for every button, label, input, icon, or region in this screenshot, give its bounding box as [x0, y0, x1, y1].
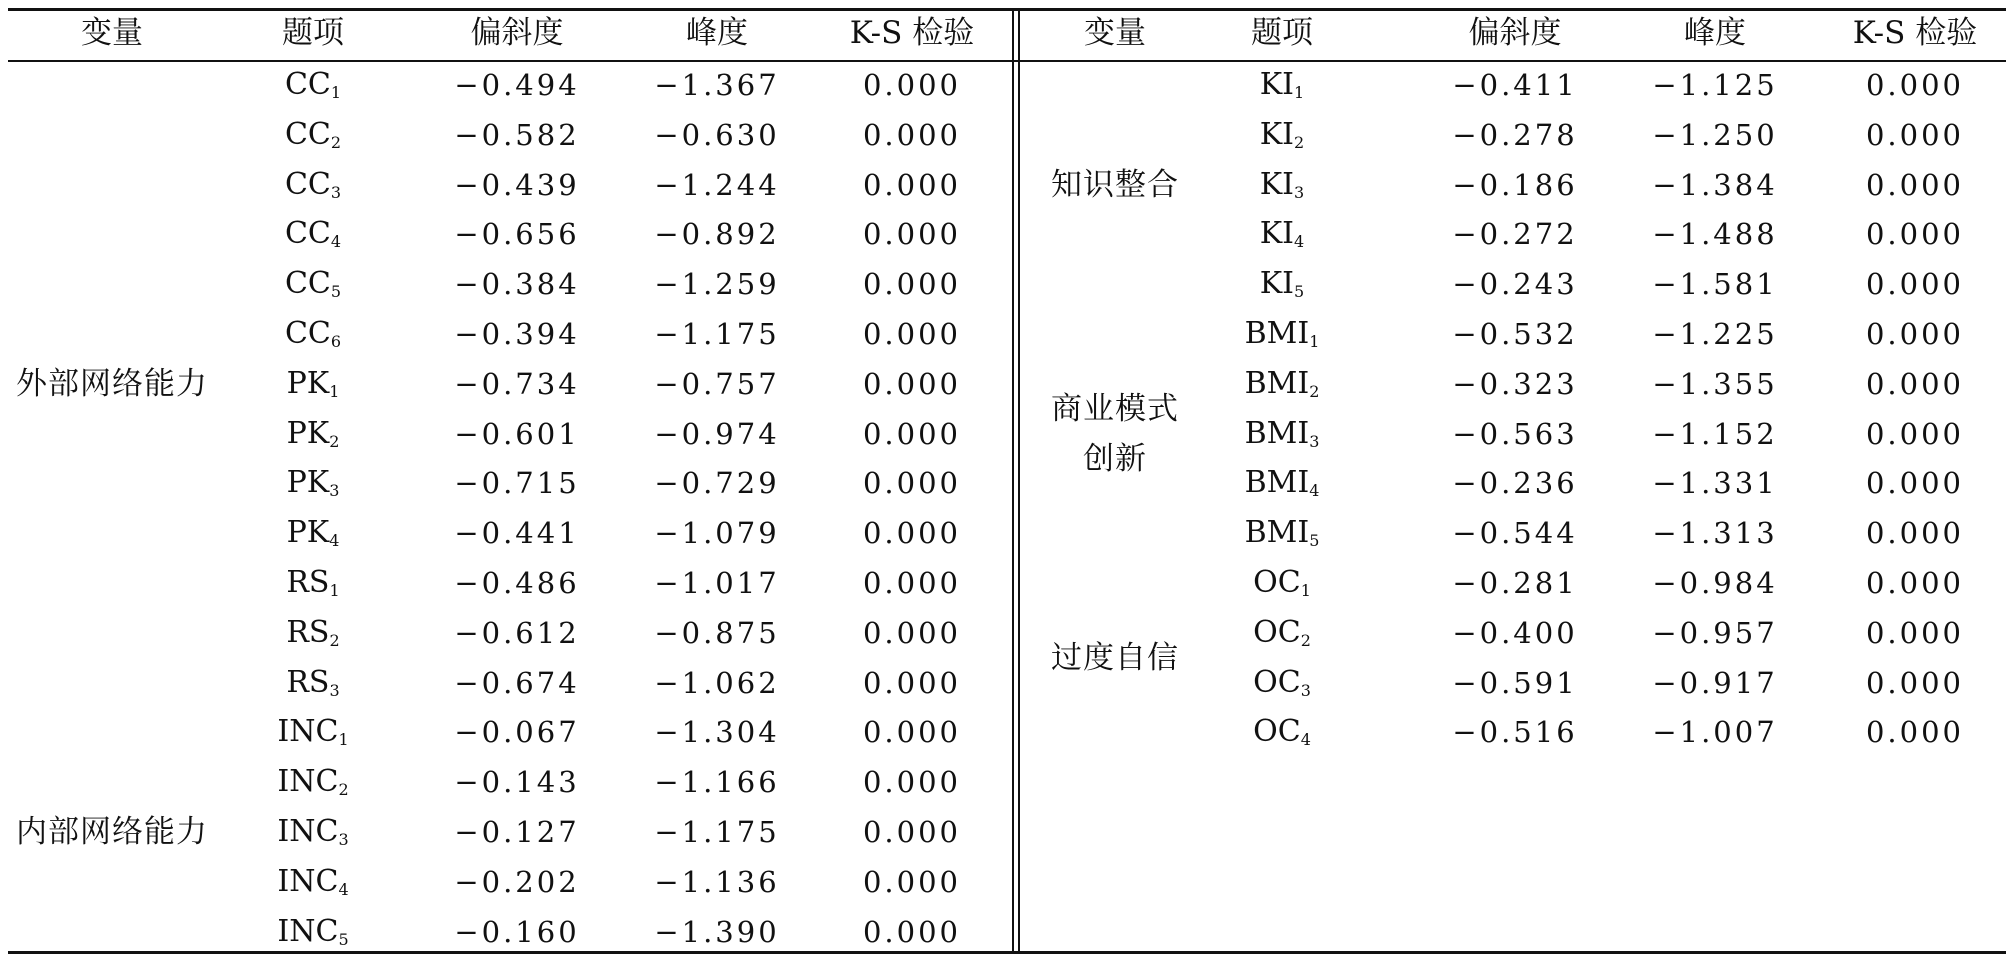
item-base: BMI	[1244, 316, 1310, 351]
item-code	[285, 60, 341, 110]
column-header: 偏斜度	[470, 15, 564, 51]
skewness-value: −0.384	[454, 267, 580, 302]
item-base: CC	[284, 316, 331, 351]
kurtosis-value: −0.892	[654, 217, 780, 252]
item-subscript: 1	[330, 83, 342, 102]
item-code	[286, 558, 339, 608]
item-code	[1260, 259, 1304, 309]
item-code	[277, 707, 348, 757]
item-base: CC	[284, 266, 331, 302]
skewness-value: −0.486	[454, 566, 580, 600]
skewness-value: −0.236	[1452, 466, 1578, 501]
kurtosis-value: −1.304	[654, 715, 780, 750]
item-base: KI	[1259, 116, 1295, 152]
item-subscript: 3	[1309, 431, 1320, 451]
item-subscript: 5	[1294, 282, 1305, 302]
kurtosis-value: −0.974	[654, 416, 780, 451]
column-header: 题项	[282, 15, 344, 51]
kurtosis-value: −0.630	[654, 117, 780, 152]
ks-value: 0.000	[1865, 366, 1965, 401]
skewness-value: −0.400	[1452, 615, 1578, 650]
kurtosis-value: −1.313	[1652, 516, 1778, 551]
kurtosis-value: −1.384	[1652, 167, 1778, 202]
item-base: CC	[284, 67, 331, 102]
skewness-value: −0.186	[1452, 167, 1578, 202]
skewness-value: −0.278	[1452, 117, 1578, 152]
item-base: PK	[286, 365, 330, 401]
skewness-value: −0.441	[454, 516, 580, 551]
skewness-value: −0.582	[454, 117, 580, 152]
ks-value: 0.000	[1865, 317, 1965, 351]
item-code	[277, 857, 348, 907]
skewness-value: −0.612	[454, 615, 580, 650]
ks-value: 0.000	[862, 416, 962, 451]
item-code	[285, 309, 341, 359]
skewness-value: −0.411	[1452, 68, 1578, 102]
column-divider	[1018, 10, 1020, 952]
item-subscript: 1	[329, 581, 340, 600]
item-base: KI	[1259, 266, 1295, 302]
kurtosis-value: −1.259	[654, 267, 780, 302]
ks-value: 0.000	[862, 117, 962, 152]
item-code	[285, 209, 341, 259]
column-header: K-S 检验	[1852, 15, 1978, 51]
kurtosis-value: −1.331	[1652, 466, 1778, 501]
ks-value: 0.000	[862, 665, 962, 700]
item-base: KI	[1259, 216, 1295, 252]
skewness-value: −0.601	[454, 416, 580, 451]
item-subscript: 4	[1309, 481, 1320, 501]
item-base: INC	[277, 913, 339, 949]
item-code	[277, 807, 348, 857]
ks-value: 0.000	[862, 715, 962, 750]
item-code	[1253, 658, 1311, 708]
variable-label-line: 过度自信	[1051, 639, 1179, 676]
skewness-value: −0.532	[1452, 317, 1578, 351]
item-subscript: 3	[329, 680, 340, 700]
item-code	[286, 608, 339, 658]
skewness-value: −0.591	[1452, 665, 1578, 700]
item-subscript: 1	[1300, 581, 1311, 600]
ks-value: 0.000	[862, 516, 962, 551]
kurtosis-value: −1.136	[654, 864, 780, 899]
skewness-value: −0.394	[454, 317, 580, 351]
item-code	[287, 458, 340, 508]
item-code	[287, 409, 340, 459]
item-subscript: 5	[330, 282, 342, 302]
item-base: BMI	[1244, 415, 1310, 451]
ks-value: 0.000	[1865, 117, 1965, 152]
kurtosis-value: −1.062	[654, 665, 780, 700]
item-subscript: 2	[1294, 132, 1305, 152]
kurtosis-value: −1.007	[1652, 715, 1778, 750]
item-subscript: 1	[338, 730, 349, 750]
item-subscript: 2	[329, 431, 340, 451]
item-subscript: 3	[1294, 182, 1305, 202]
ks-value: 0.000	[1865, 416, 1965, 451]
column-header: 变量	[1084, 15, 1146, 51]
item-subscript: 2	[330, 132, 342, 152]
item-base: RS	[286, 664, 330, 700]
item-base: INC	[277, 863, 339, 899]
skewness-value: −0.323	[1452, 366, 1578, 401]
kurtosis-value: −0.757	[654, 366, 780, 401]
item-subscript: 5	[338, 929, 349, 949]
item-subscript: 5	[1309, 531, 1320, 551]
item-subscript: 1	[329, 381, 340, 401]
kurtosis-value: −1.244	[654, 167, 780, 202]
kurtosis-value: −1.488	[1652, 217, 1778, 252]
item-subscript: 4	[329, 531, 340, 551]
ks-value: 0.000	[862, 167, 962, 202]
item-code	[277, 907, 348, 957]
column-header: 变量	[81, 15, 143, 51]
ks-value: 0.000	[862, 566, 962, 600]
kurtosis-value: −1.175	[654, 815, 780, 849]
ks-value: 0.000	[1865, 466, 1965, 501]
ks-value: 0.000	[862, 466, 962, 501]
skewness-value: −0.243	[1452, 267, 1578, 302]
ks-value: 0.000	[1865, 516, 1965, 551]
skewness-value: −0.160	[454, 914, 580, 949]
item-code	[1260, 110, 1304, 160]
variable-label-line: 创新	[1083, 440, 1147, 477]
item-code	[1245, 359, 1320, 409]
item-code	[1253, 608, 1311, 658]
item-subscript: 1	[1309, 332, 1320, 351]
kurtosis-value: −0.875	[654, 615, 780, 650]
item-base: INC	[277, 714, 339, 750]
variable-label	[1051, 160, 1179, 210]
variable-label-line: 知识整合	[1051, 166, 1179, 203]
item-base: BMI	[1244, 515, 1310, 551]
skewness-value: −0.439	[454, 167, 580, 202]
ks-value: 0.000	[1865, 615, 1965, 650]
item-code	[1260, 60, 1304, 110]
ks-value: 0.000	[1865, 217, 1965, 252]
ks-value: 0.000	[1865, 715, 1965, 750]
kurtosis-value: −1.390	[654, 914, 780, 949]
kurtosis-value: −0.917	[1652, 665, 1778, 700]
item-code	[1245, 409, 1320, 459]
item-base: BMI	[1244, 465, 1310, 501]
column-header: 峰度	[686, 15, 748, 51]
kurtosis-value: −1.367	[654, 68, 780, 102]
item-code	[1245, 458, 1320, 508]
kurtosis-value: −1.175	[654, 317, 780, 351]
column-header: 峰度	[1684, 15, 1746, 51]
ks-value: 0.000	[1865, 167, 1965, 202]
skewness-value: −0.563	[1452, 416, 1578, 451]
variable-label-line: 商业模式	[1051, 390, 1179, 427]
item-code	[286, 658, 339, 708]
kurtosis-value: −1.152	[1652, 416, 1778, 451]
variable-label: 外部网络能力	[16, 365, 208, 402]
item-base: RS	[286, 614, 330, 650]
item-base: KI	[1259, 166, 1295, 202]
ks-value: 0.000	[862, 267, 962, 302]
variable-label: 内部网络能力	[16, 813, 208, 850]
item-base: INC	[277, 764, 339, 800]
item-base: PK	[286, 515, 330, 551]
item-subscript: 2	[338, 780, 349, 800]
item-code	[285, 160, 341, 210]
kurtosis-value: −1.166	[654, 765, 780, 800]
skewness-value: −0.494	[454, 68, 580, 102]
ks-value: 0.000	[862, 68, 962, 102]
kurtosis-value: −0.957	[1652, 615, 1778, 650]
skewness-value: −0.734	[454, 366, 580, 401]
item-code	[1260, 160, 1304, 210]
ks-value: 0.000	[1865, 267, 1965, 302]
ks-value: 0.000	[1865, 566, 1965, 600]
kurtosis-value: −1.225	[1652, 317, 1778, 351]
ks-value: 0.000	[862, 765, 962, 800]
item-code	[1253, 707, 1311, 757]
ks-value: 0.000	[862, 615, 962, 650]
item-base: PK	[286, 465, 330, 501]
item-base: BMI	[1244, 365, 1310, 401]
item-subscript: 1	[1294, 83, 1305, 102]
item-code	[285, 110, 341, 160]
column-header: K-S 检验	[849, 15, 975, 51]
item-base: OC	[1253, 565, 1301, 600]
item-base: RS	[286, 565, 330, 600]
item-subscript: 4	[338, 879, 349, 899]
item-subscript: 4	[1294, 232, 1305, 252]
column-header: 题项	[1251, 15, 1313, 51]
skewness-value: −0.516	[1452, 715, 1578, 750]
skewness-value: −0.544	[1452, 516, 1578, 551]
skewness-value: −0.127	[454, 815, 580, 849]
skewness-value: −0.067	[454, 715, 580, 750]
kurtosis-value: −1.581	[1652, 267, 1778, 302]
ks-value: 0.000	[862, 914, 962, 949]
variable-label	[1051, 633, 1179, 683]
skewness-value: −0.281	[1452, 566, 1578, 600]
item-code	[287, 508, 340, 558]
ks-value: 0.000	[862, 317, 962, 351]
item-code	[285, 259, 341, 309]
item-subscript: 4	[330, 232, 342, 252]
skewness-value: −0.674	[454, 665, 580, 700]
skewness-value: −0.715	[454, 466, 580, 501]
item-code	[287, 359, 340, 409]
kurtosis-value: −1.079	[654, 516, 780, 551]
variable-label	[1051, 384, 1179, 484]
skewness-value: −0.143	[454, 765, 580, 800]
kurtosis-value: −0.729	[654, 466, 780, 501]
ks-value: 0.000	[862, 815, 962, 849]
ks-value: 0.000	[862, 217, 962, 252]
kurtosis-value: −1.250	[1652, 117, 1778, 152]
item-subscript: 2	[1309, 381, 1320, 401]
item-base: OC	[1253, 664, 1301, 700]
kurtosis-value: −1.125	[1652, 68, 1778, 102]
kurtosis-value: −1.355	[1652, 366, 1778, 401]
item-code	[1245, 309, 1320, 359]
item-code	[1260, 209, 1304, 259]
item-base: PK	[286, 415, 330, 451]
item-code	[1245, 508, 1320, 558]
item-subscript: 4	[1300, 730, 1311, 750]
column-header: 偏斜度	[1468, 15, 1562, 51]
item-subscript: 3	[1300, 680, 1311, 700]
item-base: OC	[1253, 714, 1301, 750]
skewness-value: −0.272	[1452, 217, 1578, 252]
item-base: OC	[1253, 614, 1301, 650]
item-subscript: 2	[329, 630, 340, 650]
item-subscript: 6	[330, 332, 342, 351]
ks-value: 0.000	[862, 366, 962, 401]
skewness-value: −0.656	[454, 217, 580, 252]
item-subscript: 2	[1300, 630, 1311, 650]
kurtosis-value: −0.984	[1652, 566, 1778, 600]
item-base: INC	[277, 814, 339, 849]
ks-value: 0.000	[1865, 68, 1965, 102]
item-code	[1253, 558, 1311, 608]
item-base: CC	[284, 166, 331, 202]
kurtosis-value: −1.017	[654, 566, 780, 600]
item-subscript: 3	[330, 182, 342, 202]
skewness-value: −0.202	[454, 864, 580, 899]
ks-value: 0.000	[1865, 665, 1965, 700]
ks-value: 0.000	[862, 864, 962, 899]
item-subscript: 3	[338, 830, 349, 849]
item-base: CC	[284, 216, 331, 252]
column-divider	[1012, 10, 1014, 952]
item-base: CC	[284, 116, 331, 152]
item-subscript: 3	[329, 481, 340, 501]
item-code	[277, 757, 348, 807]
item-base: KI	[1259, 67, 1295, 102]
